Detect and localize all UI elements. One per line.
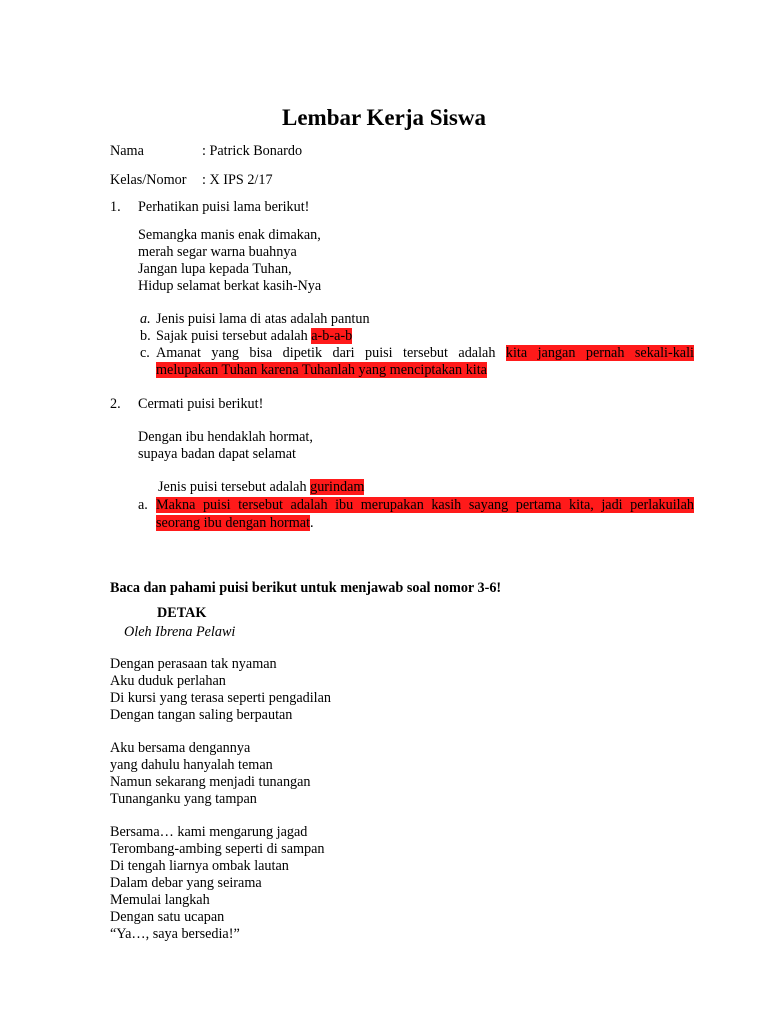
poem-line: Aku duduk perlahan <box>110 673 226 689</box>
poem-line: Bersama… kami mengarung jagad <box>110 824 308 840</box>
q1-poem <box>138 227 321 295</box>
student-name-row <box>110 143 302 160</box>
poem-line: supaya badan dapat selamat <box>138 446 296 462</box>
poem-line: Di kursi yang terasa seperti pengadilan <box>110 690 332 706</box>
poem-stanza-2 <box>110 740 311 808</box>
q1-c-answer-line1: kita jangan pernah sekali-kali <box>505 345 694 361</box>
q1-c-line1 <box>156 345 694 362</box>
q1-b-line <box>156 328 352 345</box>
q2-jenis-text: Jenis puisi tersebut adalah <box>158 479 311 495</box>
poem-line: Dalam debar yang seirama <box>110 875 262 891</box>
poem-line: merah segar warna buahnya <box>138 244 297 260</box>
q2-a-answer-line1: Makna puisi tersebut adalah ibu merupakan kasih sayang pertama kita, jadi perlakuilah <box>156 497 694 513</box>
poem-title: DETAK <box>157 605 207 621</box>
q2-number: 2. <box>110 396 121 412</box>
poem-line: yang dahulu hanyalah teman <box>110 757 273 773</box>
q1-prompt: Perhatikan puisi lama berikut! <box>138 199 310 215</box>
poem-stanza-1 <box>110 656 331 724</box>
poem-line: Aku bersama dengannya <box>110 740 251 756</box>
q1-c-line2 <box>156 362 487 379</box>
poem-line: Memulai langkah <box>110 892 210 908</box>
poem-line: Di tengah liarnya ombak lautan <box>110 858 289 874</box>
poem-line: Dengan tangan saling berpautan <box>110 707 293 723</box>
poem-line: Jangan lupa kepada Tuhan, <box>138 261 292 277</box>
q1-c-answer-line2: melupakan Tuhan karena Tuhanlah yang menciptakan kita <box>156 362 487 378</box>
q2-prompt: Cermati puisi berikut! <box>138 396 264 412</box>
poem-line: Dengan perasaan tak nyaman <box>110 656 277 672</box>
q1-a-marker: a. <box>140 311 151 327</box>
q1-c-marker: c. <box>140 345 150 361</box>
name-label: Nama <box>110 143 144 159</box>
student-class-row <box>110 172 273 189</box>
q2-a-marker: a. <box>138 497 148 513</box>
q2-a-line2 <box>156 515 314 532</box>
class-label: Kelas/Nomor <box>110 172 187 188</box>
q1-number: 1. <box>110 199 121 215</box>
q2-jenis-answer: gurindam <box>310 479 365 495</box>
q1-a-text: Jenis puisi lama di atas adalah pantun <box>156 311 370 327</box>
poem-line: Tunanganku yang tampan <box>110 791 257 807</box>
instruction: Baca dan pahami puisi berikut untuk menjawab soal nomor 3-6! <box>110 580 502 596</box>
q2-poem <box>138 429 313 463</box>
page-title: Lembar Kerja Siswa <box>281 105 486 130</box>
q2-a-line1 <box>156 497 694 514</box>
q1-b-marker: b. <box>140 328 151 344</box>
poem-stanza-3 <box>110 824 325 943</box>
poem-line: Semangka manis enak dimakan, <box>138 227 321 243</box>
q1-b-answer: a-b-a-b <box>311 328 353 344</box>
poem-line: Hidup selamat berkat kasih-Nya <box>138 278 322 294</box>
class-value: : X IPS 2/17 <box>202 172 273 188</box>
q2-a-tail: . <box>310 515 314 531</box>
q1-b-text: Sajak puisi tersebut adalah <box>156 328 312 344</box>
poem-line: Namun sekarang menjadi tunangan <box>110 774 311 790</box>
q2-a-answer-line2: seorang ibu dengan hormat <box>156 515 311 531</box>
q1-c-text: Amanat yang bisa dipetik dari puisi tersebut adalah <box>156 345 506 361</box>
q2-jenis-line <box>158 479 364 496</box>
poem-line: Dengan satu ucapan <box>110 909 225 925</box>
poem-author: Oleh Ibrena Pelawi <box>124 624 236 640</box>
name-value: : Patrick Bonardo <box>202 143 303 159</box>
poem-line: Terombang-ambing seperti di sampan <box>110 841 325 857</box>
poem-line: “Ya…, saya bersedia!” <box>110 926 240 942</box>
poem-line: Dengan ibu hendaklah hormat, <box>138 429 313 445</box>
